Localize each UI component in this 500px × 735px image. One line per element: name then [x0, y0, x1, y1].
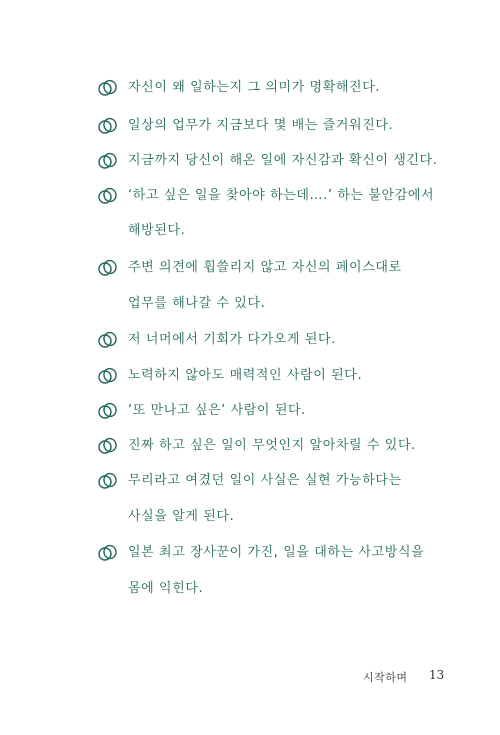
list-item-text: ‘하고 싶은 일을 찾아야 하는데….’ 하는 불안감에서: [128, 188, 435, 203]
page-number: 13: [429, 668, 445, 682]
double-ring-icon: [97, 117, 119, 135]
double-ring-icon: [97, 437, 119, 455]
double-ring-icon: [97, 331, 119, 349]
double-ring-icon: [97, 402, 119, 420]
double-ring-icon: [97, 259, 119, 277]
double-ring-icon: [97, 367, 119, 385]
list-item-text: 무리라고 여겼던 일이 사실은 실현 가능하다는: [128, 473, 402, 488]
double-ring-icon: [97, 544, 119, 562]
list-item-text: 자신이 왜 일하는지 그 의미가 명확해진다.: [128, 80, 381, 95]
list-item-text: 일상의 업무가 지금보다 몇 배는 즐거워진다.: [128, 118, 394, 133]
list-item-text: 지금까지 당신이 해온 일에 자신감과 확신이 생긴다.: [128, 153, 438, 168]
list-item-text-continued: 업무를 해나갈 수 있다.: [128, 296, 266, 311]
list-item-text-continued: 사실을 알게 된다.: [128, 509, 235, 524]
list-item-text: ‘또 만나고 싶은’ 사람이 된다.: [128, 403, 306, 418]
double-ring-icon: [97, 472, 119, 490]
list-item-text-continued: 몸에 익힌다.: [128, 581, 204, 596]
list-item-text: 일본 최고 장사꾼이 가진, 일을 대하는 사고방식을: [128, 545, 425, 560]
double-ring-icon: [97, 152, 119, 170]
double-ring-icon: [97, 79, 119, 97]
double-ring-icon: [97, 187, 119, 205]
list-item-text: 노력하지 않아도 매력적인 사람이 된다.: [128, 368, 363, 383]
list-item-text-continued: 해방된다.: [128, 223, 186, 238]
running-footer-section: 시작하며: [363, 671, 408, 684]
list-item-text: 진짜 하고 싶은 일이 무엇인지 알아차릴 수 있다.: [128, 438, 416, 453]
list-item-text: 저 너머에서 기회가 다가오게 된다.: [128, 332, 336, 347]
list-item-text: 주변 의견에 휩쓸리지 않고 자신의 페이스대로: [128, 260, 402, 275]
